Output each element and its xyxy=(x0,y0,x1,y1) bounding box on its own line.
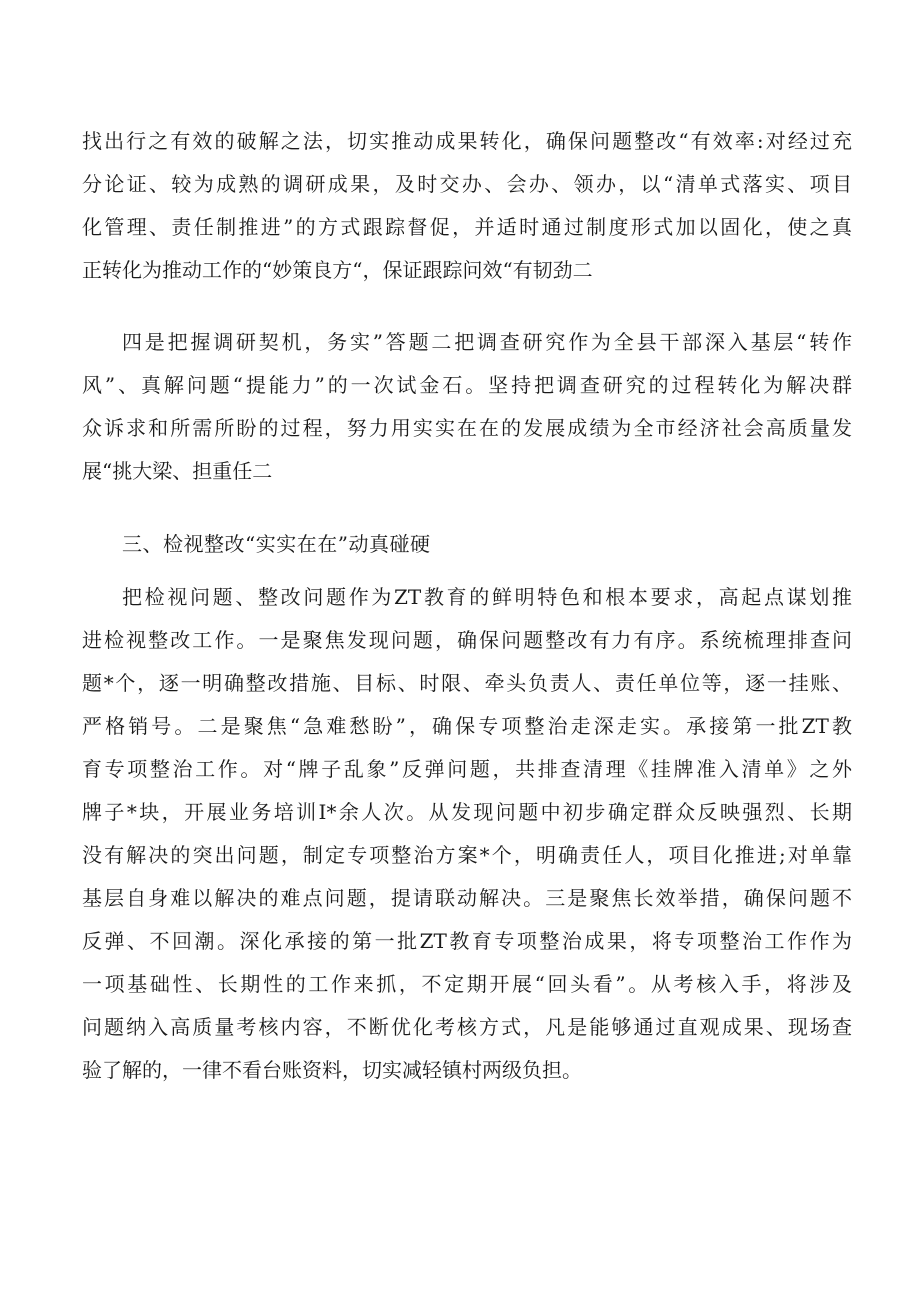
paragraph-3 xyxy=(82,576,852,1092)
paragraph-3-line-10: 一项基础性、长期性的工作来抓，不定期开展“回头看”。从考核入手，将涉及 xyxy=(82,972,852,996)
paragraph-1 xyxy=(82,120,852,292)
paragraph-3-line-11: 问题纳入高质量考核内容，不断优化考核方式，凡是能够通过直观成果、现场查 xyxy=(82,1015,852,1039)
paragraph-2 xyxy=(82,321,852,493)
paragraph-3-line-12: 验了解的，一律不看台账资料，切实减轻镇村两级负担。 xyxy=(82,1058,582,1082)
paragraph-3-line-7: 没有解决的突出问题，制定专项整治方案*个，明确责任人，项目化推进;对单靠 xyxy=(82,843,852,867)
paragraph-3-line-3: 题*个，逐一明确整改措施、目标、时限、牵头负责人、责任单位等，逐一挂账、 xyxy=(82,671,852,695)
paragraph-1-line-2: 分论证、较为成熟的调研成果，及时交办、会办、领办，以“清单式落实、项目 xyxy=(82,172,852,196)
paragraph-3-line-1: 把检视问题、整改问题作为ZT教育的鲜明特色和根本要求，高起点谋划推 xyxy=(122,585,852,609)
paragraph-2-line-3: 众诉求和所需所盼的过程，努力用实实在在的发展成绩为全市经济社会高质量发 xyxy=(82,416,852,440)
paragraph-2-line-1: 四是把握调研契机，务实”答题二把调查研究作为全县干部深入基层“转作 xyxy=(122,330,852,354)
paragraph-1-line-3: 化管理、责任制推进”的方式跟踪督促，并适时通过制度形式加以固化，使之真 xyxy=(82,215,852,239)
paragraph-2-line-2: 风”、真解问题“提能力”的一次试金石。坚持把调查研究的过程转化为解决群 xyxy=(82,373,852,397)
section-heading-3 xyxy=(82,523,852,566)
paragraph-3-line-2: 进检视整改工作。一是聚焦发现问题，确保问题整改有力有序。系统梳理排查问 xyxy=(82,628,852,652)
paragraph-3-line-9: 反弹、不回潮。深化承接的第一批ZT教育专项整治成果，将专项整治工作作为 xyxy=(82,929,852,953)
paragraph-2-line-4: 展“挑大梁、担重任二 xyxy=(82,459,273,483)
paragraph-1-line-4: 正转化为推动工作的“妙策良方“，保证跟踪问效“有韧劲二 xyxy=(82,258,593,282)
paragraph-1-line-1: 找出行之有效的破解之法，切实推动成果转化，确保问题整改“有效率:对经过充 xyxy=(82,129,852,153)
paragraph-3-line-5: 育专项整治工作。对“牌子乱象”反弹问题，共排查清理《挂牌准入清单》之外 xyxy=(82,757,852,781)
paragraph-3-line-6: 牌子*块，开展业务培训I*余人次。从发现问题中初步确定群众反映强烈、长期 xyxy=(82,800,852,824)
section-heading-3-text: 三、检视整改“实实在在”动真碰硬 xyxy=(122,532,431,556)
paragraph-3-line-8: 基层自身难以解决的难点问题，提请联动解决。三是聚焦长效举措，确保问题不 xyxy=(82,886,852,910)
paragraph-3-line-4: 严格销号。二是聚焦“急难愁盼”，确保专项整治走深走实。承接第一批ZT教 xyxy=(82,714,852,738)
